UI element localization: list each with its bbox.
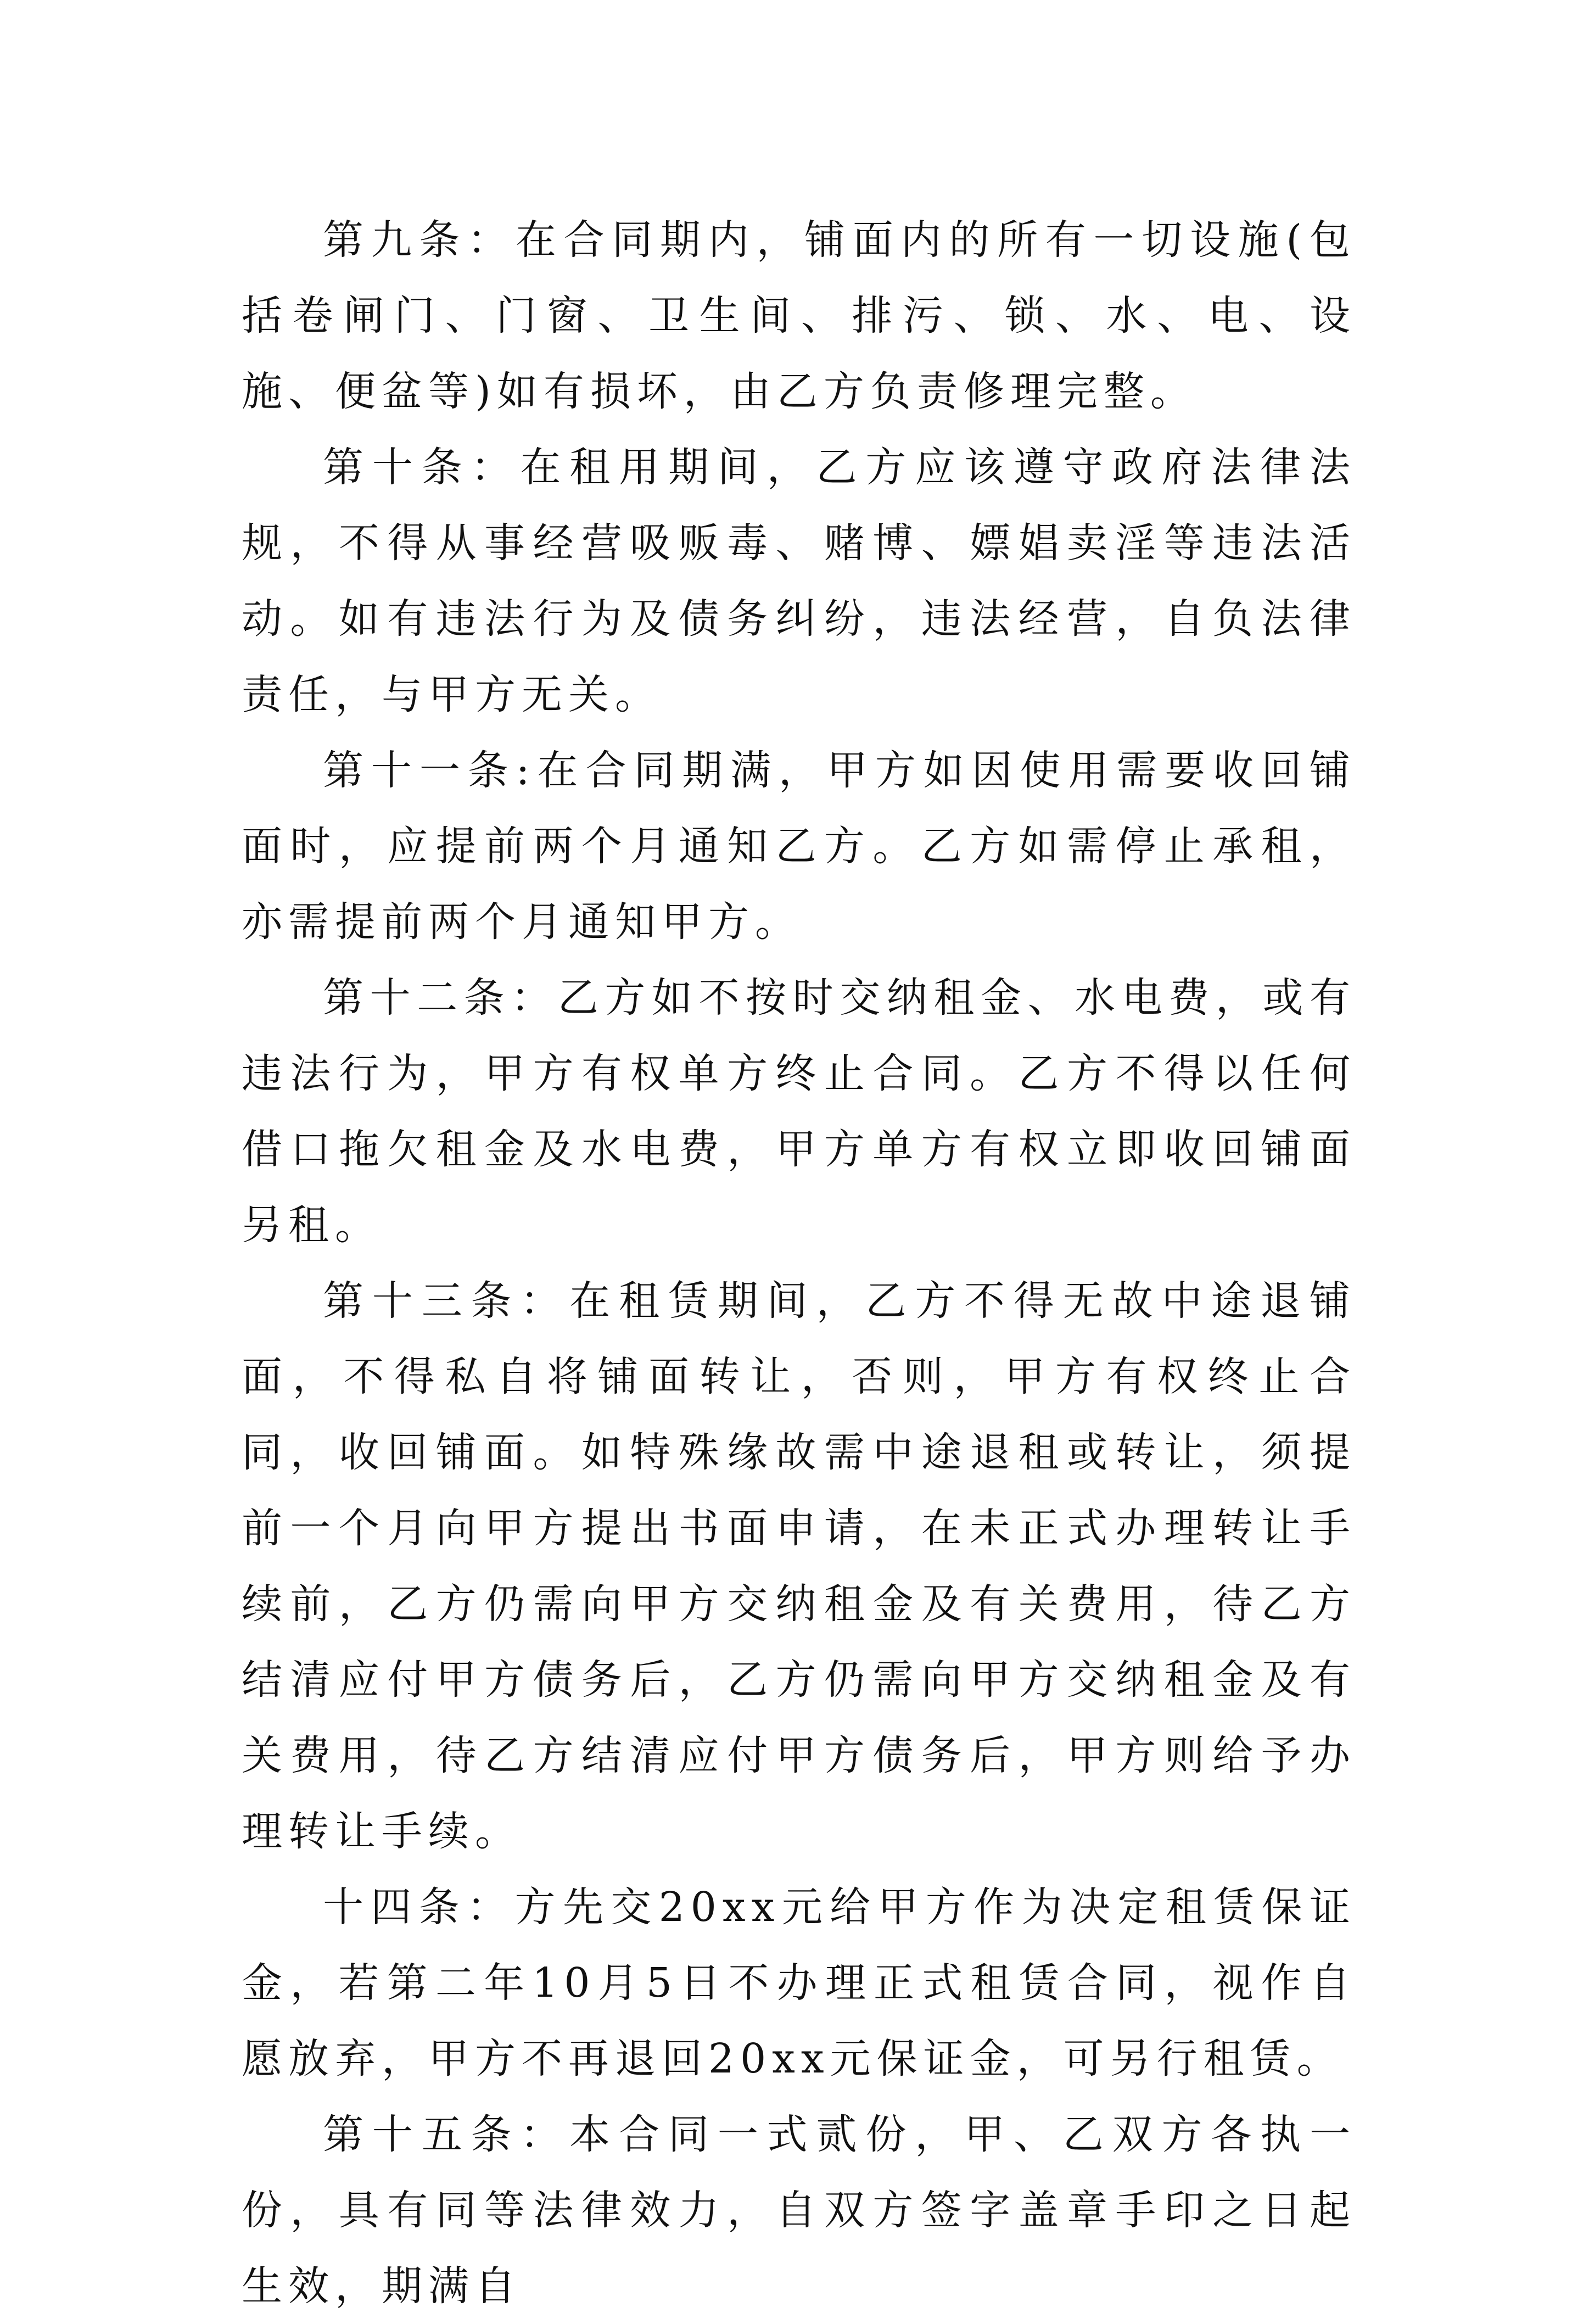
clause-11: 第十一条:在合同期满，甲方如因使用需要收回铺面时，应提前两个月通知乙方。乙方如需停止承租，亦需提前两个月通知甲方。 (242, 747, 1356, 946)
clause-14: 十四条：方先交20xx元给甲方作为决定租赁保证金，若第二年10月5日不办理正式租赁合同，视作自愿放弃，甲方不再退回20xx元保证金，可另行租赁。 (242, 1884, 1356, 2082)
clause-9: 第九条：在合同期内，铺面内的所有一切设施(包括卷闸门、门窗、卫生间、排污、锁、水、电、设施、便盆等)如有损坏，由乙方负责修理完整。 (242, 216, 1356, 415)
clause-12: 第十二条：乙方如不按时交纳租金、水电费，或有违法行为，甲方有权单方终止合同。乙方不得以任何借口拖欠租金及水电费，甲方单方有权立即收回铺面另租。 (242, 974, 1356, 1249)
clause-13: 第十三条：在租赁期间，乙方不得无故中途退铺面，不得私自将铺面转让，否则，甲方有权终止合同，收回铺面。如特殊缘故需中途退租或转让，须提前一个月向甲方提出书面申请，在未正式办理转让手续前，乙方仍需向甲方交纳租金及有关费用，待乙方结清应付甲方债务后，乙方仍需向甲方交纳租金及有关费用，待乙方结清应付甲方债务后，甲方则给予办理转让手续。 (242, 1277, 1356, 1855)
clause-10: 第十条：在租用期间，乙方应该遵守政府法律法规，不得从事经营吸贩毒、赌博、嫖娼卖淫等违法活动。如有违法行为及债务纠纷，违法经营，自负法律责任，与甲方无关。 (242, 444, 1356, 718)
contract-body (242, 202, 1356, 2324)
clause-15: 第十五条：本合同一式贰份，甲、乙双方各执一份，具有同等法律效力，自双方签字盖章手印之日起生效，期满自 (242, 2111, 1356, 2310)
